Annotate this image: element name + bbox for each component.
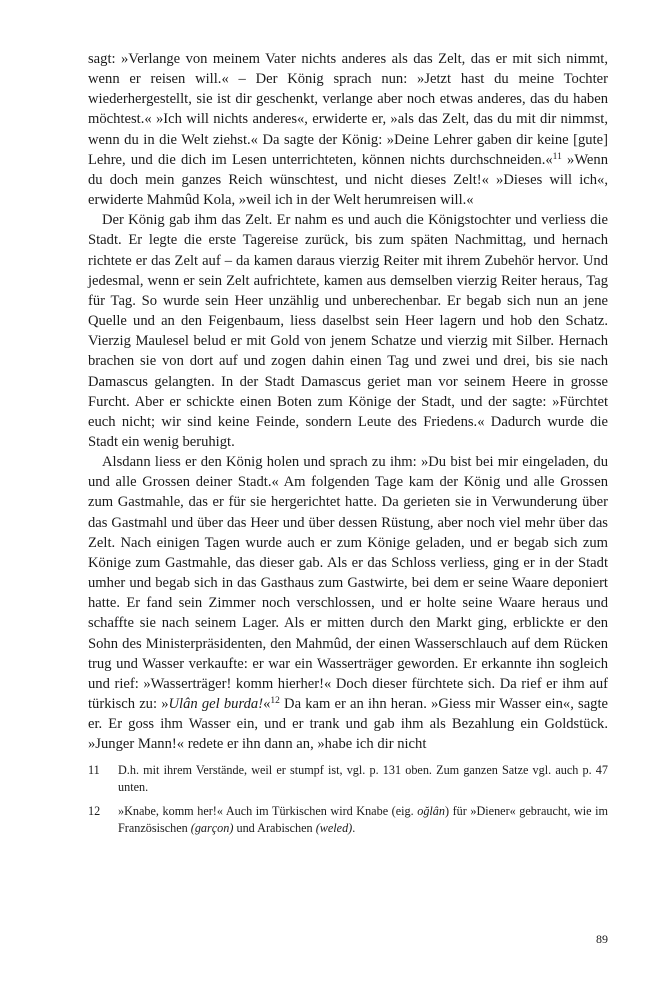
footnote-ref: 12 — [270, 696, 280, 706]
text-run: D.h. mit ihrem Verstände, weil er stumpf ist, vgl. p. 131 oben. Zum ganzen Satze vgl. auch p. 47 unten. — [118, 763, 608, 795]
text-run: Da kam er an ihn heran. »Giess mir Wasser ein«, sagte er. Er goss ihm Wasser ein, und er trank und gab ihm als Bezahlung ein Goldstück. »Junger Mann!« redete er ihn dann an, »habe ich dir nicht — [88, 696, 609, 753]
footnotes — [88, 762, 608, 837]
footnote — [88, 803, 608, 837]
italic-text: oğlân — [417, 804, 445, 819]
paragraph — [88, 452, 608, 754]
text-run: Der König gab ihm das Zelt. Er nahm es und auch die Königstochter und verliess die Stadt. Er legte die erste Tagereise zurück, bis zum späten Nachmittag, und hernach richtete er das Zelt auf – da kamen daraus vierzig Reiter mit ihrem Zubehör hervor. Und jedesmal, wenn er sein Zelt aufrichtete, kamen aus demselben vierzig Reiter heraus, Tag für Tag. So wurde sein Heer unzählig und unberechenbar. Er begab sich nun an jene Quelle und an den Feigenbaum, liess daselbst sein Heer lagern und hob den Schatz. Vierzig Maulesel belud er mit Gold von jenem Schatze und vierzig mit Silber. Hernach brachen sie von dort auf und zogen dahin einen Tag und zwei und drei, bis sie nach Damascus gelangten. In der Stadt Damascus geriet man vor seinem Heere in grosse Furcht. Aber er schickte einen Boten zum Könige der Stadt, und der sagte: »Fürchtet euch nicht; wir sind keine Feinde, sondern Leute des Friedens.« Dadurch wurde die Stadt ein wenig beruhigt. — [88, 212, 608, 450]
italic-text: (weled) — [315, 821, 353, 836]
text-run: »Wenn du doch mein ganzes Reich wünschtest, und nicht dieses Zelt!« »Dieses will ich«, erwiderte Mahmûd Kola, »weil ich in der Welt herumreisen will.« — [88, 151, 609, 209]
text-run: sagt: »Verlange von meinem Vater nichts anderes als das Zelt, das er mit sich nimmt, wenn er reisen will.« – Der König sprach nun: »Jetzt hast du meine Tochter wiederhergestellt, sie ist dir geschenkt, verlange aber noch etwas anderes, das du haben möchtest.« »Ich will nichts anderes«, erwiderte er, »als das Zelt, das du mit dir nimmst, wenn du in die Welt ziehst.« Da sagte der König: »Deine Lehrer gaben dir keine [gute] Lehre, und die dich im Lesen unterrichteten, können nichts durchschneiden.« — [88, 51, 608, 168]
paragraph — [88, 49, 608, 210]
body-text — [88, 49, 608, 754]
text-run: »Knabe, komm her!« Auch im Türkischen wird Knabe (eig. — [118, 804, 418, 819]
footnote-text — [118, 762, 608, 796]
text-run: und Arabischen — [233, 821, 316, 836]
footnote-text — [118, 803, 608, 837]
footnote-number: 11 — [88, 763, 100, 778]
italic-text: (garçon) — [190, 821, 234, 836]
paragraph — [88, 210, 608, 452]
footnote — [88, 762, 608, 796]
text-run: « — [263, 696, 271, 712]
page-content — [88, 49, 608, 844]
text-run: . — [352, 821, 356, 836]
italic-text: Ulân gel burda! — [168, 696, 264, 712]
text-run: ) für »Diener« gebraucht, wie im Französischen — [118, 804, 608, 836]
footnote-number: 12 — [88, 804, 101, 819]
text-run: Alsdann liess er den König holen und sprach zu ihm: »Du bist bei mir eingeladen, du und alle Grossen deiner Stadt.« Am folgenden Tage kam der König und alle Grossen zum Gastmahle, das er für sie hergerichtet hatte. Da gerieten sie in Verwunderung über das Gastmahl und über das Heer und über dessen Rüstung, aber noch viel mehr über das Zelt. Nach einigen Tagen wurde auch er zum Könige geladen, und er begab sich zum Könige zum Gastmahle, das dieser gab. Als er das Schloss verliess, ging er in der Stadt umher und begab sich in das Gasthaus zum Gastwirte, bei dem er seine Waare deponiert hatte. Er fand sein Zimmer noch verschlossen, und er holte seine Waare heraus und schaffte sie nach seinem Lager. Als er mitten durch den Markt ging, erblickte er den Sohn des Ministerpräsidenten, den Mahmûd, der einen Wasserschlauch auf dem Rücken trug und Wasser verkaufte: er war ein Wasserträger geworden. Er erkannte ihn sogleich und rief: »Wasserträger! komm hierher!« Doch dieser fürchtete sich. Da rief er ihm auf türkisch zu: » — [88, 454, 608, 712]
page-number: 89 — [596, 932, 608, 946]
footnote-ref: 11 — [552, 151, 562, 162]
